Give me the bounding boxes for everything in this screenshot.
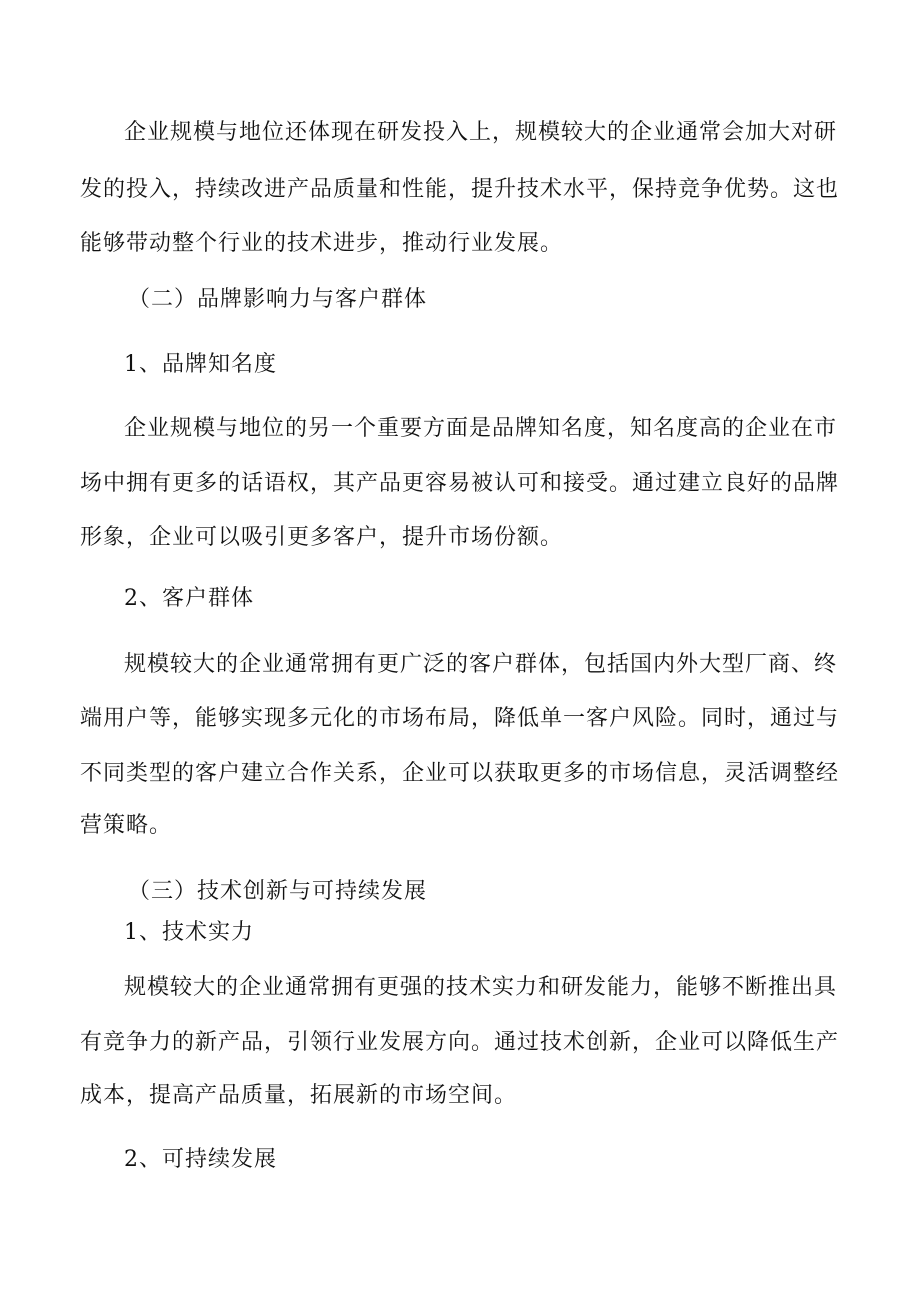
paragraph-line: 能够带动整个行业的技术进步，推动行业发展。 [80, 231, 564, 256]
paragraph-line: 规模较大的企业通常拥有更广泛的客户群体，包括国内外大型厂商、终 [124, 652, 838, 677]
paragraph-line: 企业规模与地位的另一个重要方面是品牌知名度，知名度高的企业在市 [124, 416, 838, 441]
paragraph-line: 有竞争力的新产品，引领行业发展方向。通过技术创新，企业可以降低生产 [80, 1030, 840, 1055]
paragraph-line: 形象，企业可以吸引更多客户，提升市场份额。 [80, 525, 564, 550]
item-heading-tech-strength: 1、技术实力 [124, 920, 254, 945]
paragraph-line: 规模较大的企业通常拥有更强的技术实力和研发能力，能够不断推出具 [124, 975, 838, 1000]
paragraph-line: 不同类型的客户建立合作关系，企业可以获取更多的市场信息，灵活调整经 [80, 761, 840, 786]
item-heading-brand-awareness: 1、品牌知名度 [124, 352, 277, 377]
section-heading-tech-innovation: （三）技术创新与可持续发展 [128, 879, 428, 904]
section-heading-brand-customers: （二）品牌影响力与客户群体 [128, 287, 428, 312]
paragraph-line: 成本，提高产品质量，拓展新的市场空间。 [80, 1083, 518, 1108]
paragraph-line: 发的投入，持续改进产品质量和性能，提升技术水平，保持竞争优势。这也 [80, 177, 840, 202]
item-heading-sustainability: 2、可持续发展 [124, 1147, 277, 1172]
item-heading-customer-groups: 2、客户群体 [124, 586, 254, 611]
paragraph-line: 场中拥有更多的话语权，其产品更容易被认可和接受。通过建立良好的品牌 [80, 471, 840, 496]
paragraph-line: 营策略。 [80, 813, 173, 838]
paragraph-line: 端用户等，能够实现多元化的市场布局，降低单一客户风险。同时，通过与 [80, 706, 840, 731]
paragraph-line: 企业规模与地位还体现在研发投入上，规模较大的企业通常会加大对研 [124, 120, 838, 145]
